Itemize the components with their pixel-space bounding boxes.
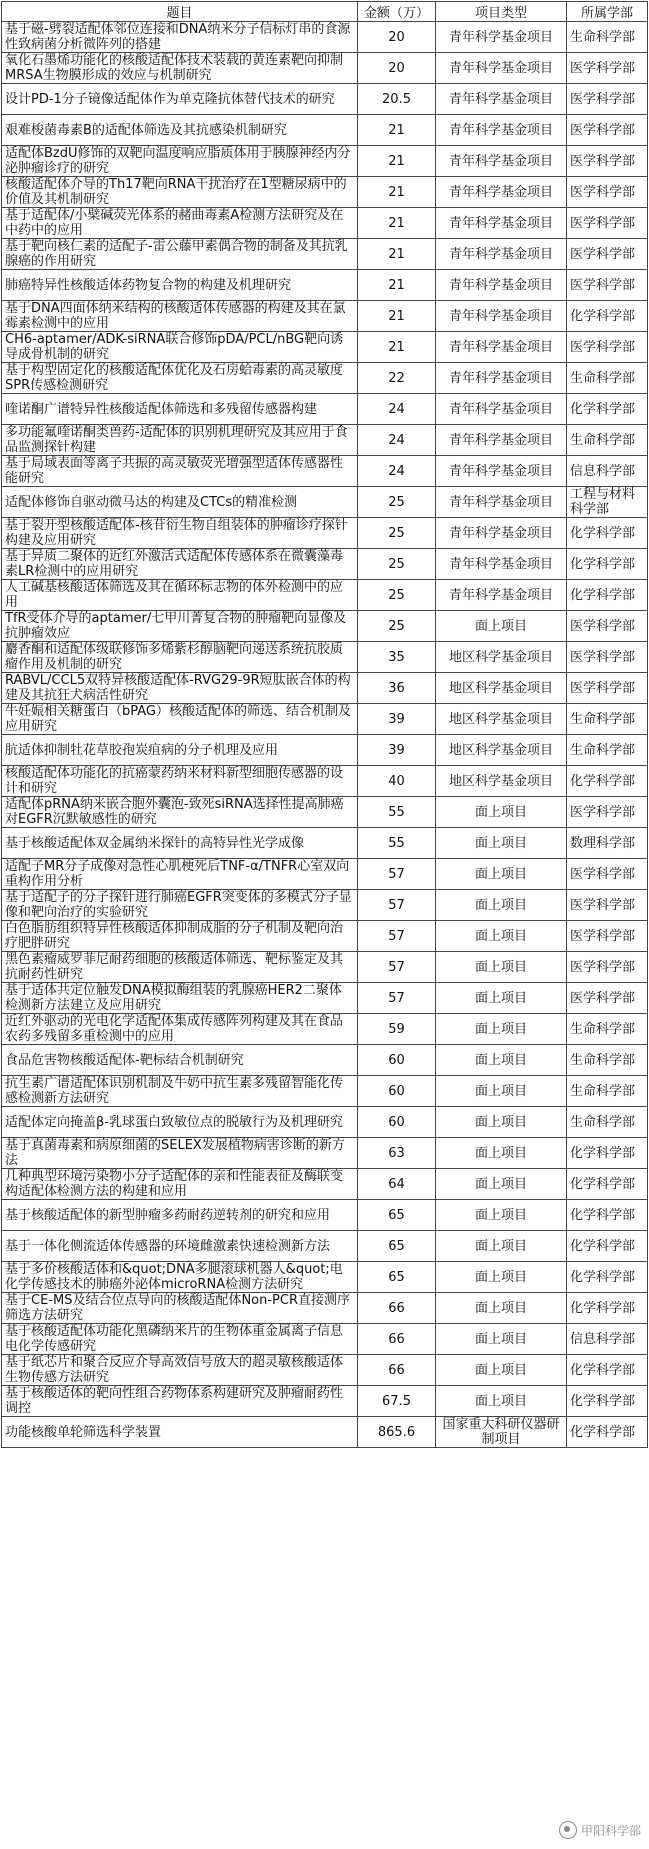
cell-amount: 21: [358, 208, 436, 239]
table-row: [2, 332, 648, 363]
cell-dept: 生命科学部: [567, 1045, 648, 1076]
cell-dept: 生命科学部: [567, 704, 648, 735]
cell-amount: 66: [358, 1293, 436, 1324]
cell-title: 适配体修饰自驱动微马达的构建及CTCs的精准检测: [2, 487, 358, 518]
cell-title: 白色脂肪组织特异性核酸适体抑制成脂的分子机制及靶向治疗肥胖研究: [2, 921, 358, 952]
cell-amount: 57: [358, 890, 436, 921]
cell-dept: 化学科学部: [567, 766, 648, 797]
cell-amount: 25: [358, 580, 436, 611]
table-row: [2, 53, 648, 84]
cell-amount: 35: [358, 642, 436, 673]
cell-title: 基于适配子的分子探针进行肺癌EGFR突变体的多模式分子显像和靶向治疗的实验研究: [2, 890, 358, 921]
cell-amount: 24: [358, 394, 436, 425]
table-row: [2, 642, 648, 673]
header-type: 项目类型: [436, 2, 567, 22]
cell-dept: 医学科学部: [567, 84, 648, 115]
cell-type: 面上项目: [436, 797, 567, 828]
cell-title: 基于异质二聚体的近红外激活式适配体传感体系在微囊藻毒素LR检测中的应用研究: [2, 549, 358, 580]
cell-type: 青年科学基金项目: [436, 518, 567, 549]
cell-type: 面上项目: [436, 952, 567, 983]
cell-title: 食品危害物核酸适配体-靶标结合机制研究: [2, 1045, 358, 1076]
cell-title: 黑色素瘤威罗菲尼耐药细胞的核酸适体筛选、靶标鉴定及其抗耐药性研究: [2, 952, 358, 983]
table-row: [2, 828, 648, 859]
cell-type: 青年科学基金项目: [436, 549, 567, 580]
cell-dept: 医学科学部: [567, 983, 648, 1014]
header-title: 题目: [2, 2, 358, 22]
table-row: [2, 611, 648, 642]
cell-amount: 57: [358, 983, 436, 1014]
cell-dept: 医学科学部: [567, 611, 648, 642]
cell-title: 基于CE-MS及结合位点导向的核酸适配体Non-PCR直接测序筛选方法研究: [2, 1293, 358, 1324]
cell-title: 适配体定向掩盖β-乳球蛋白致敏位点的脱敏行为及机理研究: [2, 1107, 358, 1138]
cell-dept: 化学科学部: [567, 1231, 648, 1262]
cell-amount: 36: [358, 673, 436, 704]
cell-type: 面上项目: [436, 1324, 567, 1355]
cell-type: 面上项目: [436, 828, 567, 859]
cell-title: 基于适体共定位触发DNA模拟酶组装的乳腺癌HER2二聚体检测新方法建立及应用研究: [2, 983, 358, 1014]
cell-title: 适配体BzdU修饰的双靶向温度响应脂质体用于胰腺神经内分泌肿瘤诊疗的研究: [2, 146, 358, 177]
cell-dept: 医学科学部: [567, 115, 648, 146]
cell-type: 地区科学基金项目: [436, 704, 567, 735]
cell-type: 青年科学基金项目: [436, 146, 567, 177]
cell-type: 青年科学基金项目: [436, 487, 567, 518]
cell-amount: 60: [358, 1107, 436, 1138]
cell-type: 青年科学基金项目: [436, 363, 567, 394]
cell-dept: 医学科学部: [567, 673, 648, 704]
cell-dept: 化学科学部: [567, 518, 648, 549]
cell-type: 地区科学基金项目: [436, 766, 567, 797]
header-dept: 所属学部: [567, 2, 648, 22]
cell-amount: 20: [358, 53, 436, 84]
table-row: [2, 1045, 648, 1076]
cell-title: 基于构型固定化的核酸适配体优化及石房蛤毒素的高灵敏度SPR传感检测研究: [2, 363, 358, 394]
table-row: [2, 1293, 648, 1324]
cell-title: 基于纸芯片和聚合反应介导高效信号放大的超灵敏核酸适体生物传感方法研究: [2, 1355, 358, 1386]
cell-title: 基于核酸适配体功能化黑磷纳米片的生物体重金属离子信息电化学传感研究: [2, 1324, 358, 1355]
cell-dept: 化学科学部: [567, 1355, 648, 1386]
cell-dept: 数理科学部: [567, 828, 648, 859]
table-row: [2, 797, 648, 828]
cell-type: 面上项目: [436, 1293, 567, 1324]
cell-title: 功能核酸单轮筛选科学装置: [2, 1417, 358, 1448]
cell-type: 地区科学基金项目: [436, 673, 567, 704]
cell-type: 面上项目: [436, 1014, 567, 1045]
cell-dept: 医学科学部: [567, 921, 648, 952]
cell-type: 面上项目: [436, 1076, 567, 1107]
cell-type: 面上项目: [436, 1200, 567, 1231]
table-row: [2, 1231, 648, 1262]
cell-dept: 化学科学部: [567, 1262, 648, 1293]
project-table: [1, 1, 648, 1448]
cell-dept: 信息科学部: [567, 456, 648, 487]
cell-amount: 67.5: [358, 1386, 436, 1417]
cell-amount: 40: [358, 766, 436, 797]
cell-title: RABVL/CCL5双特异核酸适配体-RVG29-9R短肽嵌合体的构建及其抗狂犬病活性研究: [2, 673, 358, 704]
table-row: [2, 1200, 648, 1231]
cell-type: 青年科学基金项目: [436, 456, 567, 487]
cell-type: 面上项目: [436, 1169, 567, 1200]
cell-amount: 21: [358, 177, 436, 208]
cell-amount: 60: [358, 1076, 436, 1107]
cell-amount: 25: [358, 487, 436, 518]
cell-dept: 化学科学部: [567, 1417, 648, 1448]
cell-amount: 25: [358, 611, 436, 642]
table-row: [2, 890, 648, 921]
cell-type: 面上项目: [436, 1386, 567, 1417]
cell-dept: 医学科学部: [567, 332, 648, 363]
table-row: [2, 177, 648, 208]
cell-title: TfR受体介导的aptamer/七甲川菁复合物的肿瘤靶向显像及抗肿瘤效应: [2, 611, 358, 642]
cell-type: 青年科学基金项目: [436, 84, 567, 115]
cell-type: 面上项目: [436, 983, 567, 1014]
cell-dept: 医学科学部: [567, 797, 648, 828]
header-row: [2, 2, 648, 22]
table-row: [2, 518, 648, 549]
cell-dept: 医学科学部: [567, 952, 648, 983]
cell-amount: 66: [358, 1355, 436, 1386]
table-row: [2, 1417, 648, 1448]
cell-dept: 生命科学部: [567, 1014, 648, 1045]
cell-dept: 生命科学部: [567, 22, 648, 53]
cell-title: 氧化石墨烯功能化的核酸适配体技术装载的黄连素靶向抑制MRSA生物膜形成的效应与机制研究: [2, 53, 358, 84]
table-row: [2, 146, 648, 177]
cell-title: 基于局域表面等离子共振的高灵敏荧光增强型适体传感器性能研究: [2, 456, 358, 487]
cell-dept: 化学科学部: [567, 1293, 648, 1324]
table-row: [2, 983, 648, 1014]
cell-amount: 24: [358, 456, 436, 487]
cell-title: 基于适配体/小檗碱荧光体系的赭曲毒素A检测方法研究及在中药中的应用: [2, 208, 358, 239]
cell-title: 肮适体抑制牡花草胶孢炭疽病的分子机理及应用: [2, 735, 358, 766]
cell-title: CH6-aptamer/ADK-siRNA联合修饰pDA/PCL/nBG靶向诱导成骨机制的研究: [2, 332, 358, 363]
cell-type: 青年科学基金项目: [436, 115, 567, 146]
cell-amount: 39: [358, 704, 436, 735]
cell-amount: 65: [358, 1200, 436, 1231]
cell-dept: 化学科学部: [567, 394, 648, 425]
cell-title: 几种典型环境污染物小分子适配体的亲和性能表征及酶联变构适配体检测方法的构建和应用: [2, 1169, 358, 1200]
cell-amount: 24: [358, 425, 436, 456]
cell-amount: 21: [358, 146, 436, 177]
cell-amount: 55: [358, 828, 436, 859]
cell-amount: 21: [358, 301, 436, 332]
cell-dept: 生命科学部: [567, 1107, 648, 1138]
cell-title: 牛妊娠相关糖蛋白（bPAG）核酸适配体的筛选、结合机制及应用研究: [2, 704, 358, 735]
table-body: [2, 22, 648, 1448]
cell-type: 青年科学基金项目: [436, 22, 567, 53]
watermark-text: 甲阳科学部: [580, 1823, 641, 1838]
cell-type: 面上项目: [436, 859, 567, 890]
cell-type: 国家重大科研仪器研制项目: [436, 1417, 567, 1448]
cell-type: 面上项目: [436, 1138, 567, 1169]
cell-type: 面上项目: [436, 1231, 567, 1262]
table-row: [2, 394, 648, 425]
cell-dept: 化学科学部: [567, 1169, 648, 1200]
cell-type: 地区科学基金项目: [436, 735, 567, 766]
table-row: [2, 1076, 648, 1107]
cell-type: 面上项目: [436, 1045, 567, 1076]
cell-amount: 20.5: [358, 84, 436, 115]
table-row: [2, 1355, 648, 1386]
cell-type: 面上项目: [436, 1262, 567, 1293]
table-row: [2, 208, 648, 239]
cell-type: 青年科学基金项目: [436, 239, 567, 270]
cell-dept: 化学科学部: [567, 1138, 648, 1169]
cell-title: 基于磁-劈裂适配体邻位连接和DNA纳米分子信标灯串的食源性致病菌分析微阵列的搭建: [2, 22, 358, 53]
cell-type: 面上项目: [436, 1107, 567, 1138]
cell-title: 艰难梭菌毒素B的适配体筛选及其抗感染机制研究: [2, 115, 358, 146]
cell-amount: 59: [358, 1014, 436, 1045]
cell-dept: 医学科学部: [567, 642, 648, 673]
table-row: [2, 456, 648, 487]
cell-dept: 生命科学部: [567, 735, 648, 766]
cell-type: 青年科学基金项目: [436, 394, 567, 425]
table-row: [2, 859, 648, 890]
cell-amount: 25: [358, 518, 436, 549]
cell-dept: 医学科学部: [567, 53, 648, 84]
table-row: [2, 1138, 648, 1169]
cell-amount: 57: [358, 859, 436, 890]
table-row: [2, 921, 648, 952]
cell-dept: 工程与材料科学部: [567, 487, 648, 518]
cell-type: 青年科学基金项目: [436, 580, 567, 611]
cell-amount: 21: [358, 270, 436, 301]
cell-type: 面上项目: [436, 921, 567, 952]
table-row: [2, 766, 648, 797]
table-row: [2, 673, 648, 704]
table-row: [2, 84, 648, 115]
cell-amount: 22: [358, 363, 436, 394]
cell-type: 青年科学基金项目: [436, 332, 567, 363]
cell-amount: 63: [358, 1138, 436, 1169]
cell-amount: 25: [358, 549, 436, 580]
cell-title: 设计PD-1分子镜像适配体作为单克隆抗体替代技术的研究: [2, 84, 358, 115]
cell-dept: 化学科学部: [567, 1386, 648, 1417]
cell-type: 青年科学基金项目: [436, 208, 567, 239]
cell-dept: 生命科学部: [567, 363, 648, 394]
cell-amount: 21: [358, 115, 436, 146]
cell-type: 地区科学基金项目: [436, 642, 567, 673]
cell-amount: 39: [358, 735, 436, 766]
cell-dept: 信息科学部: [567, 1324, 648, 1355]
cell-title: 适配子MR分子成像对急性心肌梗死后TNF-α/TNFR心室双向重构作用分析: [2, 859, 358, 890]
cell-type: 青年科学基金项目: [436, 270, 567, 301]
cell-amount: 55: [358, 797, 436, 828]
cell-amount: 65: [358, 1262, 436, 1293]
cell-dept: 医学科学部: [567, 859, 648, 890]
cell-title: 多功能氟喹诺酮类兽药-适配体的识别机理研究及其应用于食品监测探针构建: [2, 425, 358, 456]
cell-amount: 21: [358, 332, 436, 363]
cell-amount: 21: [358, 239, 436, 270]
cell-title: 核酸适配体功能化的抗癌蒙药纳米材料新型细胞传感器的设计和研究: [2, 766, 358, 797]
cell-type: 青年科学基金项目: [436, 301, 567, 332]
cell-dept: 医学科学部: [567, 208, 648, 239]
table-row: [2, 704, 648, 735]
cell-type: 青年科学基金项目: [436, 53, 567, 84]
cell-amount: 65: [358, 1231, 436, 1262]
cell-title: 人工碱基核酸适体筛选及其在循环标志物的体外检测中的应用: [2, 580, 358, 611]
table-row: [2, 1169, 648, 1200]
cell-type: 青年科学基金项目: [436, 425, 567, 456]
cell-dept: 医学科学部: [567, 890, 648, 921]
cell-amount: 66: [358, 1324, 436, 1355]
table-row: [2, 580, 648, 611]
cell-dept: 化学科学部: [567, 1200, 648, 1231]
table-row: [2, 425, 648, 456]
cell-title: 基于一体化侧流适体传感器的环境雌激素快速检测新方法: [2, 1231, 358, 1262]
cell-dept: 医学科学部: [567, 146, 648, 177]
cell-title: 基于靶向核仁素的适配子-雷公藤甲素偶合物的制备及其抗乳腺癌的作用研究: [2, 239, 358, 270]
table-row: [2, 363, 648, 394]
cell-type: 青年科学基金项目: [436, 177, 567, 208]
table-row: [2, 735, 648, 766]
cell-dept: 化学科学部: [567, 580, 648, 611]
table-row: [2, 1014, 648, 1045]
cell-type: 面上项目: [436, 1355, 567, 1386]
cell-amount: 57: [358, 921, 436, 952]
cell-dept: 化学科学部: [567, 301, 648, 332]
table-row: [2, 1107, 648, 1138]
table-row: [2, 487, 648, 518]
header-amount: 金额（万）: [358, 2, 436, 22]
cell-title: 核酸适配体介导的Th17靶向RNA干扰治疗在1型糖尿病中的价值及其机制研究: [2, 177, 358, 208]
table-row: [2, 22, 648, 53]
cell-title: 基于真菌毒素和病原细菌的SELEX发展植物病害诊断的新方法: [2, 1138, 358, 1169]
cell-amount: 865.6: [358, 1417, 436, 1448]
table-row: [2, 1262, 648, 1293]
cell-title: 肺癌特异性核酸适体药物复合物的构建及机理研究: [2, 270, 358, 301]
table-row: [2, 301, 648, 332]
cell-dept: 生命科学部: [567, 425, 648, 456]
cell-title: 基于DNA四面体纳米结构的核酸适体传感器的构建及其在氯霉素检测中的应用: [2, 301, 358, 332]
cell-amount: 57: [358, 952, 436, 983]
table-row: [2, 1324, 648, 1355]
cell-title: 基于裂开型核酸适配体-核苷衍生物自组装体的肿瘤诊疗探针构建及应用研究: [2, 518, 358, 549]
table-row: [2, 239, 648, 270]
table-row: [2, 270, 648, 301]
cell-dept: 医学科学部: [567, 239, 648, 270]
cell-title: 基于多价核酸适体和&quot;DNA多腿滚球机器人&quot;电化学传感技术的肺癌外泌体microRNA检测方法研究: [2, 1262, 358, 1293]
cell-title: 抗生素广谱适配体识别机制及牛奶中抗生素多残留智能化传感检测新方法研究: [2, 1076, 358, 1107]
table-row: [2, 549, 648, 580]
cell-amount: 60: [358, 1045, 436, 1076]
cell-type: 面上项目: [436, 890, 567, 921]
cell-dept: 生命科学部: [567, 1076, 648, 1107]
cell-title: 适配体pRNA纳米嵌合胞外囊泡-致死siRNA选择性提高肺癌对EGFR沉默敏感性的研究: [2, 797, 358, 828]
cell-title: 近红外驱动的光电化学适配体集成传感阵列构建及其在食品农药多残留多重检测中的应用: [2, 1014, 358, 1045]
cell-amount: 64: [358, 1169, 436, 1200]
cell-dept: 医学科学部: [567, 270, 648, 301]
table-row: [2, 1386, 648, 1417]
table-row: [2, 115, 648, 146]
cell-dept: 化学科学部: [567, 549, 648, 580]
wechat-icon: [559, 1821, 577, 1839]
cell-title: 基于核酸适配体双金属纳米探针的高特异性光学成像: [2, 828, 358, 859]
cell-title: 喹诺酮广谱特异性核酸适配体筛选和多残留传感器构建: [2, 394, 358, 425]
cell-amount: 20: [358, 22, 436, 53]
cell-title: 基于核酸适体的靶向性组合药物体系构建研究及肿瘤耐药性调控: [2, 1386, 358, 1417]
cell-dept: 医学科学部: [567, 177, 648, 208]
cell-title: 基于核酸适配体的新型肿瘤多药耐药逆转剂的研究和应用: [2, 1200, 358, 1231]
table-row: [2, 952, 648, 983]
watermark: [559, 1821, 641, 1839]
cell-type: 面上项目: [436, 611, 567, 642]
cell-title: 麝香酮和适配体级联修饰多烯紫杉醇脑靶向递送系统抗胶质瘤作用及机制的研究: [2, 642, 358, 673]
